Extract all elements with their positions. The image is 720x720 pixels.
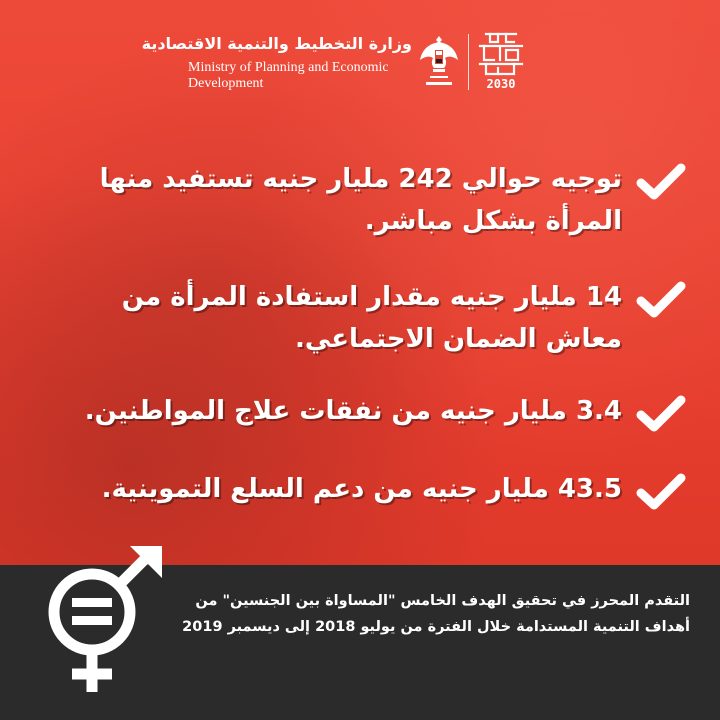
bullet-item <box>86 390 686 438</box>
bullet-text: 3.4 مليار جنيه من نفقات علاج المواطنين. <box>84 396 622 426</box>
ministry-name-arabic: وزارة التخطيط والتنمية الاقتصادية <box>141 34 412 53</box>
bullet-item <box>86 468 686 516</box>
check-icon <box>636 280 686 320</box>
header-divider <box>468 34 469 90</box>
egypt-vision-2030-logo <box>476 30 526 92</box>
check-icon <box>636 162 686 202</box>
bullet-text: 43.5 مليار جنيه من دعم السلع التموينية. <box>101 474 622 504</box>
gender-equality-icon <box>40 540 170 700</box>
bullet-text: توجيه حوالي 242 مليار جنيه تستفيد منها المرأة بشكل مباشر. <box>99 164 622 236</box>
bullet-text: 14 مليار جنيه مقدار استفادة المرأة من معاش الضمان الاجتماعي. <box>121 282 622 354</box>
egypt-eagle-emblem-icon <box>418 32 460 90</box>
bullet-item <box>86 158 686 248</box>
svg-text:2030: 2030 <box>486 77 516 91</box>
ministry-name-english: Ministry of Planning and Economic Development <box>188 60 389 91</box>
header <box>141 28 540 98</box>
footer-caption: التقدم المحرز في تحقيق الهدف الخامس "المساواة بين الجنسين" من أهداف التنمية المستدامة خلال الفترة من يوليو 2018 إلى ديسمبر 2019 <box>182 593 690 635</box>
check-icon <box>636 472 686 512</box>
bullet-item <box>86 276 686 366</box>
check-icon <box>636 394 686 434</box>
